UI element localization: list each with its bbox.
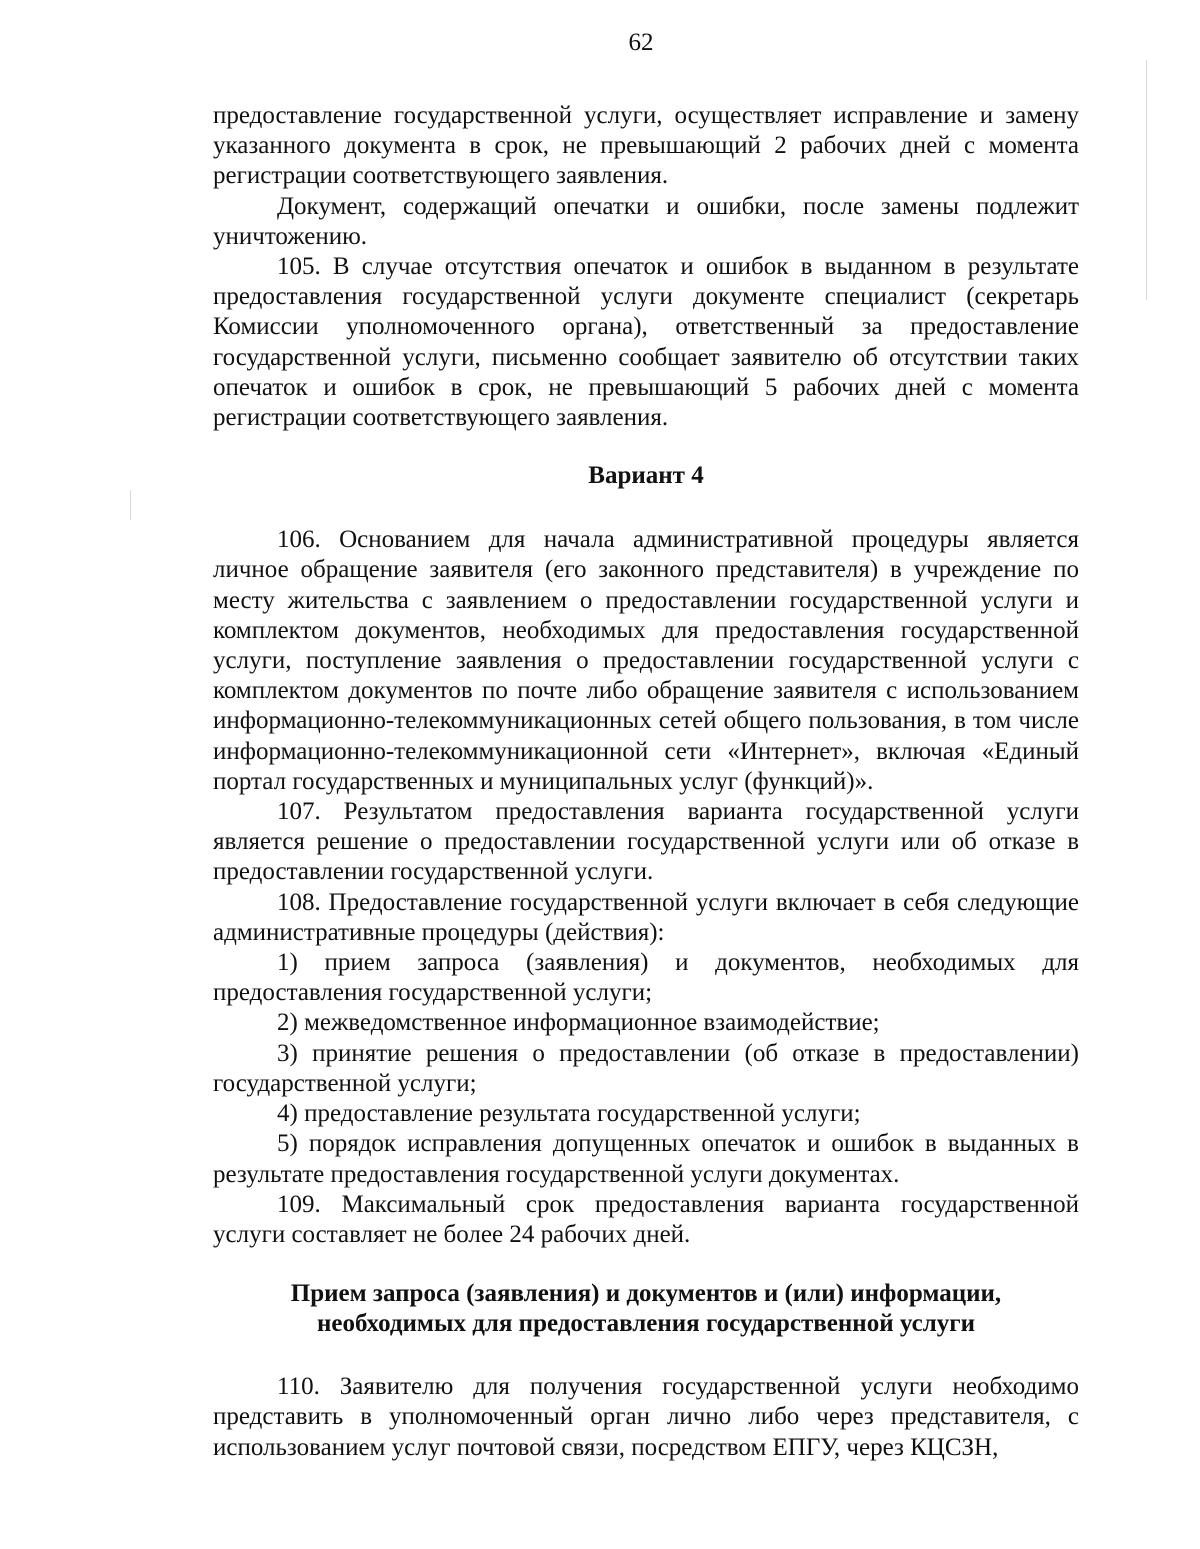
- paragraph: 105. В случае отсутствия опечаток и ошибок в выданном в результате предоставления государственной услуги документе специалист (секретарь Комиссии уполномоченного органа), ответственный за предоставление государственной услуги, письменно сообщает заявителю об отсутствии таких опечаток и ошибок в срок, не превышающий 5 рабочих дней с момента регистрации соответствующего заявления.: [213, 253, 1079, 432]
- paragraph: 107. Результатом предоставления варианта государственной услуги является решение о предоставлении государственной услуги или об отказе в предоставлении государственной услуги.: [213, 798, 1079, 886]
- paragraph: 106. Основанием для начала административной процедуры является личное обращение заявителя (его законного представителя) в учреждение по месту жительства с заявлением о предоставлении государственной услуги и комплектом документов, необходимых для предоставления государственной услуги, поступление заявления о предоставлении государственной услуги с комплектом документов по почте либо обращение заявителя с использованием информационно-телекоммуникационных сетей общего пользования, в том числе информационно-телекоммуникационной сети «Интернет», включая «Единый портал государственных и муниципальных услуг (функций)».: [213, 526, 1079, 795]
- paragraph: 108. Предоставление государственной услуги включает в себя следующие административные процедуры (действия):: [213, 888, 1079, 946]
- list-item: 2) межведомственное информационное взаимодействие;: [277, 1009, 880, 1037]
- paragraph: Документ, содержащий опечатки и ошибки, после замены подлежит уничтожению.: [213, 192, 1079, 250]
- section-heading: [213, 1279, 1079, 1339]
- list-item: 3) принятие решения о предоставлении (об отказе в предоставлении) государственной услуги;: [213, 1039, 1079, 1097]
- variant-heading: Вариант 4: [588, 462, 704, 490]
- section-heading-line: Прием запроса (заявления) и документов и (или) информации,: [290, 1280, 1002, 1308]
- document-body: [213, 101, 1079, 1463]
- paragraph: 109. Максимальный срок предоставления варианта государственной услуги составляет не более 24 рабочих дней.: [213, 1190, 1079, 1248]
- scan-edge-mark: [130, 490, 131, 520]
- paragraph: 110. Заявителю для получения государственной услуги необходимо представить в уполномоченный орган лично либо через представителя, с использованием услуг почтовой связи, посредством ЕПГУ, через КЦСЗН,: [213, 1373, 1079, 1461]
- section-heading-line: необходимых для предоставления государственной услуги: [317, 1310, 975, 1338]
- page-number: 62: [628, 29, 654, 56]
- list-item: 1) прием запроса (заявления) и документов, необходимых для предоставления государственной услуги;: [213, 949, 1079, 1007]
- list-item: 4) предоставление результата государственной услуги;: [277, 1100, 861, 1128]
- scan-edge-mark: [1146, 60, 1147, 300]
- paragraph: предоставление государственной услуги, осуществляет исправление и замену указанного документа в срок, не превышающий 2 рабочих дней с момента регистрации соответствующего заявления.: [213, 102, 1079, 190]
- list-item: 5) порядок исправления допущенных опечаток и ошибок в выданных в результате предоставления государственной услуги документах.: [213, 1130, 1079, 1188]
